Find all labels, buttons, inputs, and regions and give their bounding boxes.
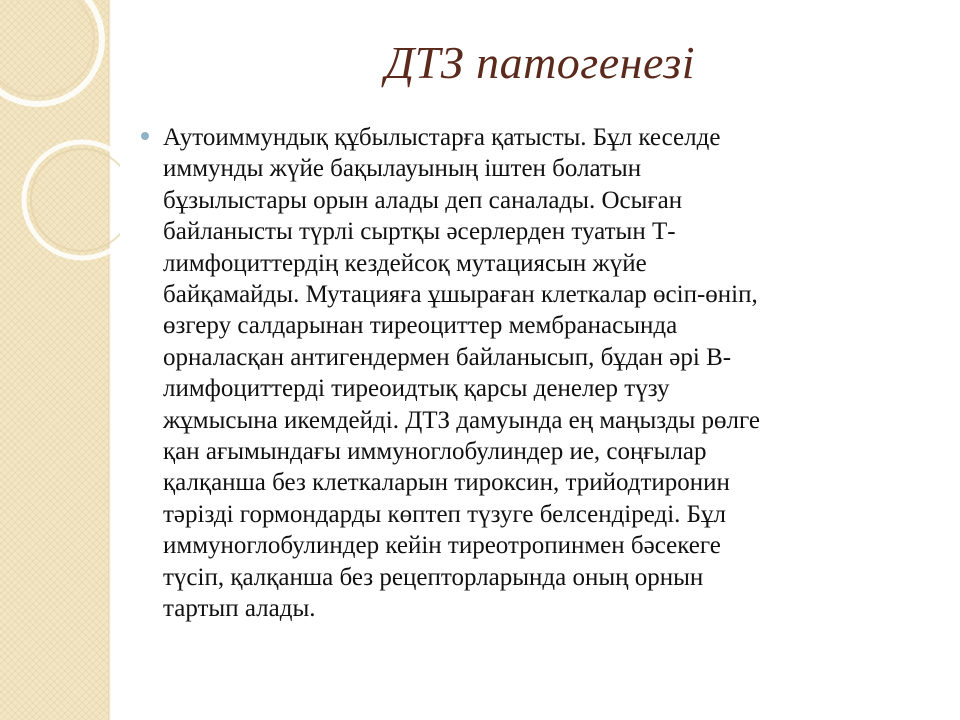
ring-middle bbox=[24, 142, 120, 258]
bullet-item bbox=[138, 122, 928, 625]
bullet-list bbox=[138, 122, 928, 625]
ring-top-inner bbox=[0, 0, 94, 96]
bullet-dot-icon bbox=[141, 132, 149, 140]
decorative-rings bbox=[0, 0, 120, 720]
slide-title: ДТЗ патогенезі bbox=[384, 37, 696, 88]
bullet-text: Аутоиммундық құбылыстарға қатысты. Бұл кеселде иммунды жүйе бақылауының іштен болатын бұзылыстары орын алады деп саналады. Осыған байланысты түрлі сыртқы әсерлерден туатын Т- лимфоциттердің кездейсоқ мутациясын жүйе байқамайды. Мутацияға ұшыраған клеткалар өсіп-өніп, өзгеру салдарынан тиреоциттер мембранасында орналасқан антигендермен байланысып, бұдан әрі В- лимфоциттерді тиреоидтық қарсы денелер түзу жұмысына икемдейді. ДТЗ дамуында ең маңызды рөлге қан ағымындағы иммуноглобулиндер ие, соңғылар қалқанша без клеткаларын тироксин, трийодтиронин тәрізді гормондарды көптеп түзуге белсендіреді. Бұл иммуноглобулиндер кейін тиреотропинмен бәсекеге түсіп, қалқанша без рецепторларында оның орнын тартып алады. bbox=[163, 124, 760, 623]
ring-middle-inner bbox=[31, 149, 120, 251]
ring-top bbox=[0, 0, 102, 104]
